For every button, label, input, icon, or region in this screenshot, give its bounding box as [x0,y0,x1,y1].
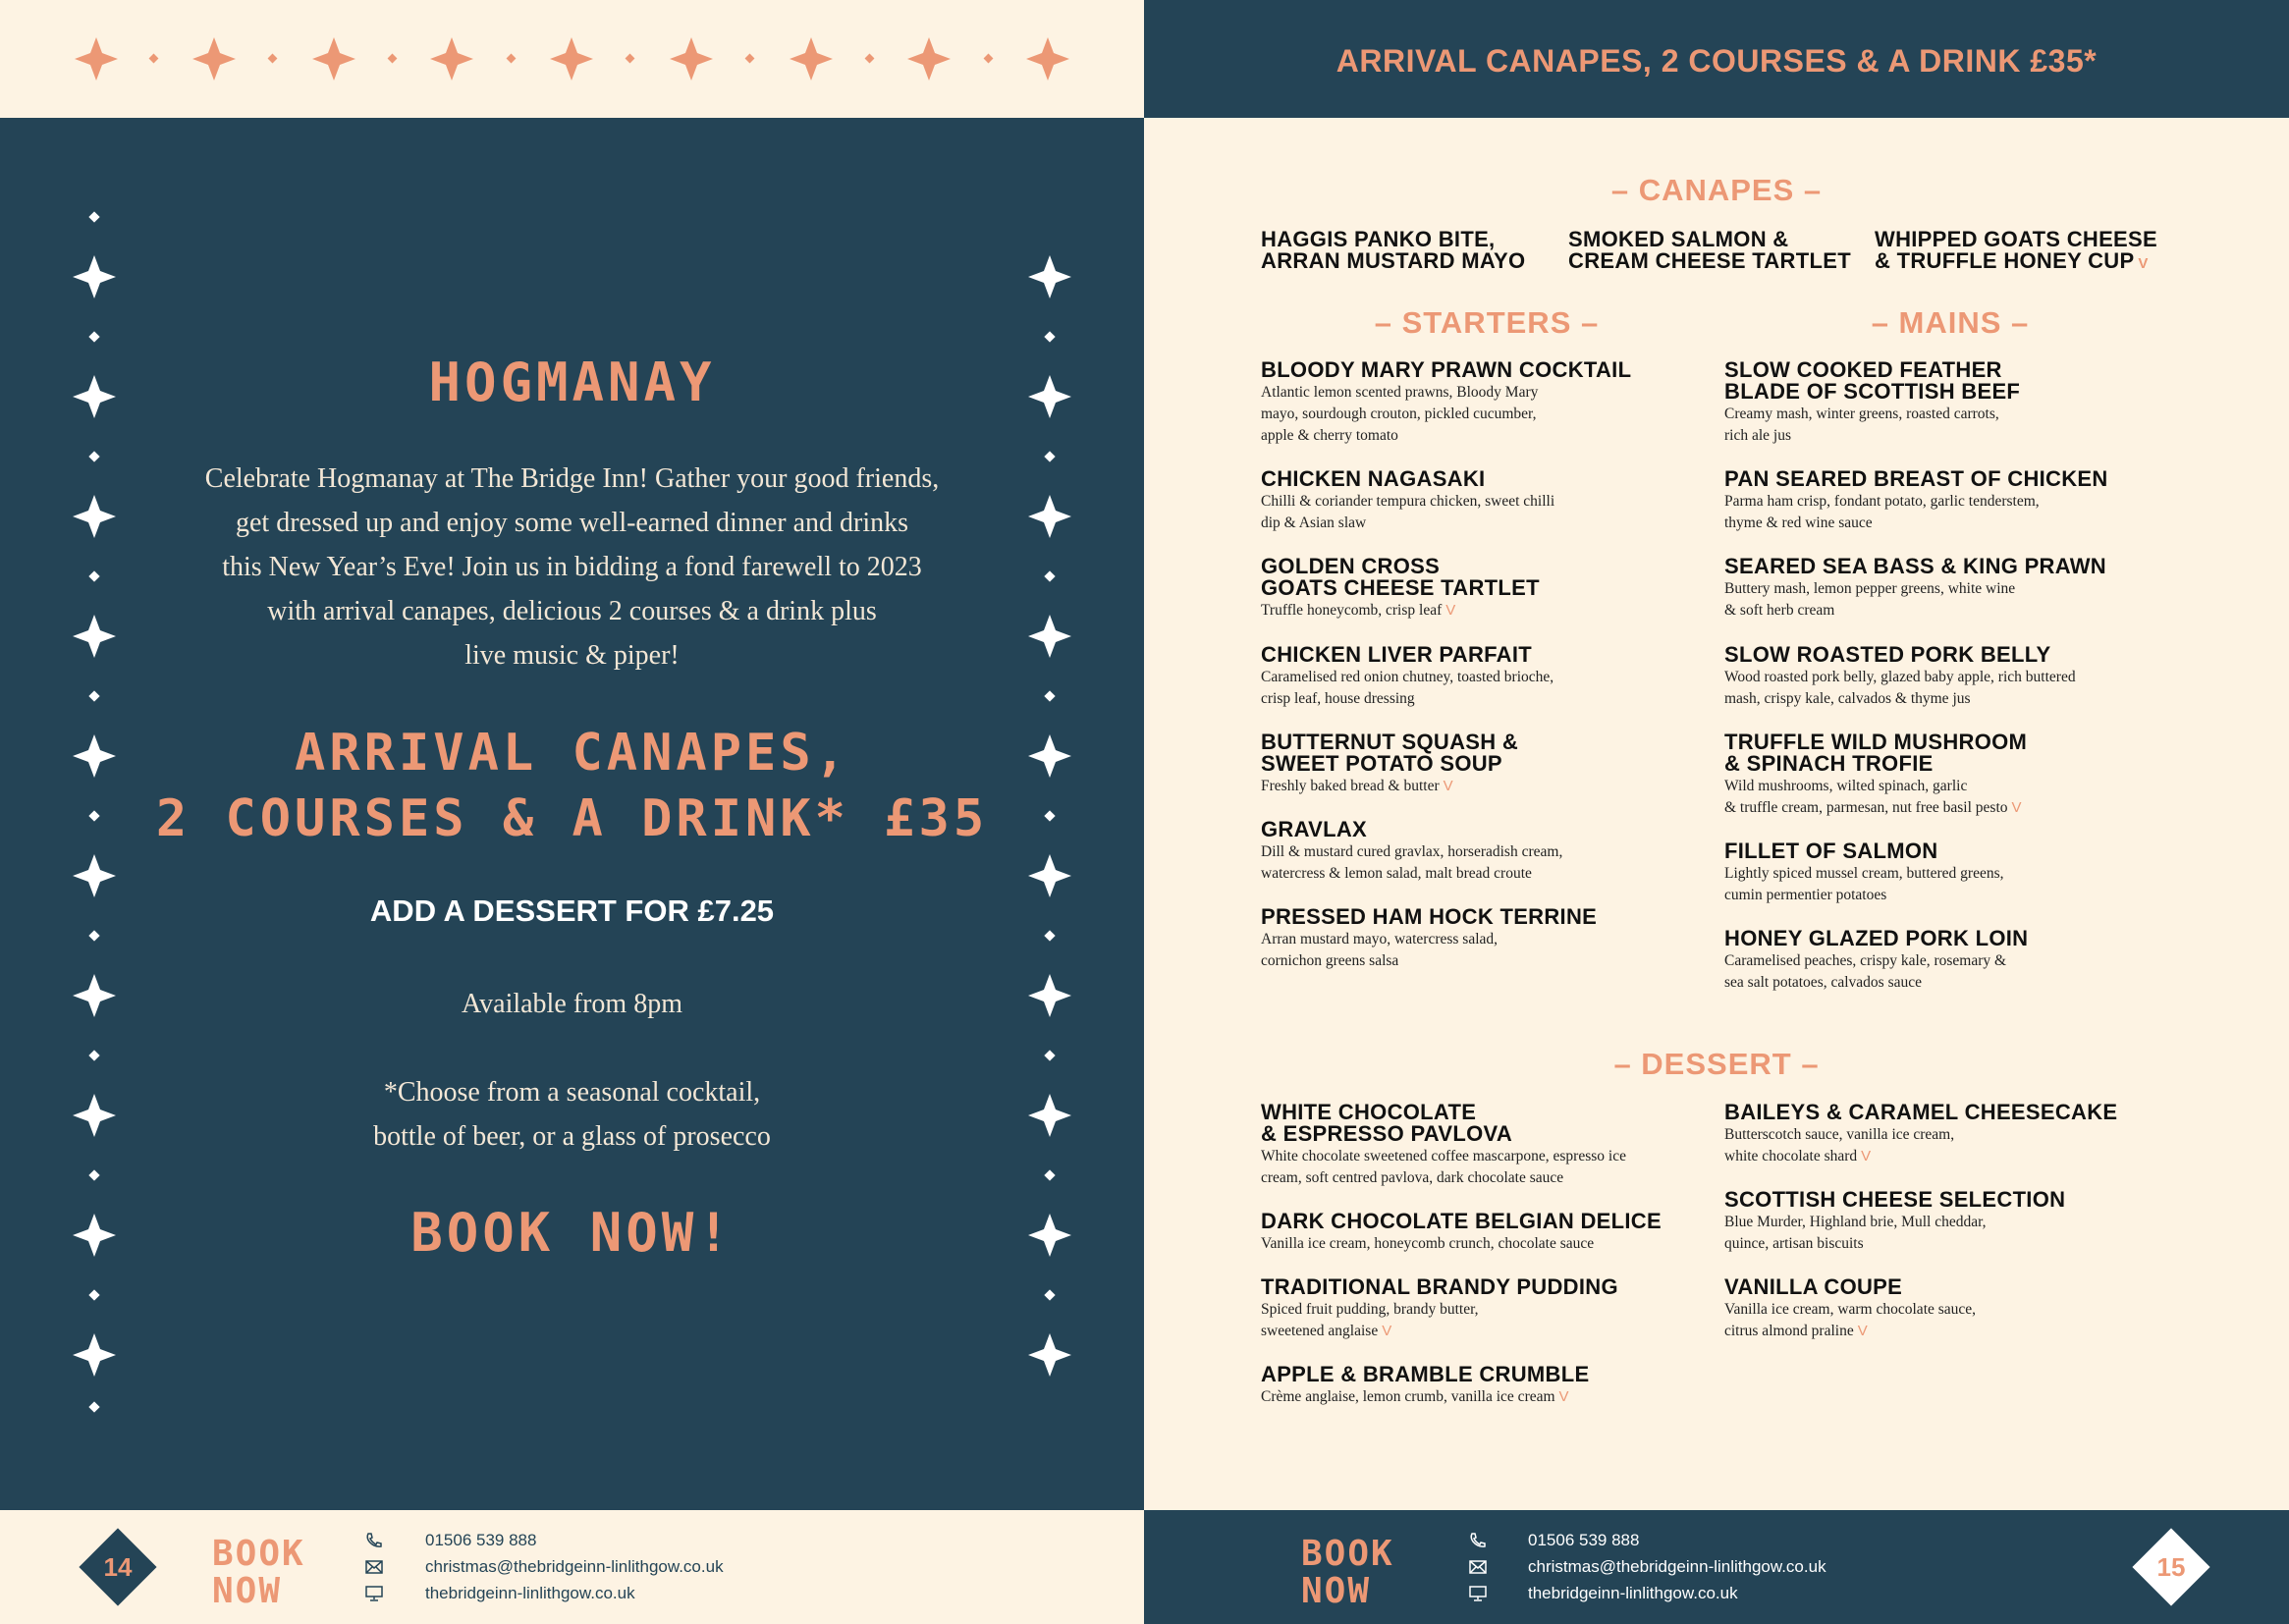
footer-phone[interactable]: 01506 539 888 [425,1531,537,1549]
drink-note-line: bottle of beer, or a glass of prosecco [373,1121,771,1152]
dot-icon [88,810,99,821]
item-description: Wild mushrooms, wilted spinach, garlic [1724,778,1968,794]
item-name: BAILEYS & CARAMEL CHEESECAKE [1724,1100,2118,1124]
footer-website[interactable]: thebridgeinn-linlithgow.co.uk [1528,1584,1738,1602]
item-description: Atlantic lemon scented prawns, Bloody Mary [1261,384,1539,401]
item-name: SCOTTISH CHEESE SELECTION [1724,1187,2066,1212]
footer-book-now[interactable] [212,1536,305,1610]
item-name: & TRUFFLE HONEY CUP [1875,248,2135,273]
item-description: Vanilla ice cream, warm chocolate sauce, [1724,1301,1977,1318]
item-description: Truffle honeycomb, crisp leaf [1261,602,1443,619]
item-name: SWEET POTATO SOUP [1261,751,1502,776]
menu-item [1261,1102,1722,1189]
dot-icon [865,54,875,64]
item-description: sea salt potatoes, calvados sauce [1724,974,1922,991]
item-description: Blue Murder, Highland brie, Mull cheddar, [1724,1214,1987,1230]
star-icon [1028,375,1071,418]
item-description: Lightly spiced mussel cream, buttered greens, [1724,865,2004,882]
star-icon [1028,615,1071,658]
offer-line-2: 2 COURSES & A DRINK* £35 [155,789,989,848]
footer-book-line: BOOK [1301,1534,1394,1574]
dot-icon [88,451,99,461]
dot-icon [88,930,99,941]
book-now-cta[interactable]: BOOK NOW! [410,1202,734,1264]
intro-line: this New Year’s Eve! Join us in bidding a fond farewell to 2023 [222,552,922,582]
star-icon [73,1094,116,1137]
dot-icon [1044,570,1055,581]
star-icon [1028,734,1071,778]
item-description: Wood roasted pork belly, glazed baby apple, rich buttered [1724,669,2076,685]
item-description: apple & cherry tomato [1261,427,1398,444]
star-icon [192,37,236,81]
item-name: TRUFFLE WILD MUSHROOM [1724,730,2028,754]
envelope-icon [1468,1558,1488,1576]
vegetarian-badge: V [1445,602,1456,619]
item-name: DARK CHOCOLATE BELGIAN DELICE [1261,1209,1662,1233]
item-description: Spiced fruit pudding, brandy butter, [1261,1301,1479,1318]
menu-panel [1144,118,2289,1510]
menu-item [1724,556,2196,622]
item-name: WHITE CHOCOLATE [1261,1100,1477,1124]
item-description: Caramelised red onion chutney, toasted brioche, [1261,669,1554,685]
star-icon [73,1333,116,1377]
star-icon [1028,1214,1071,1257]
menu-item [1261,644,1693,710]
menu-item [1261,1211,1722,1255]
footer-email[interactable]: christmas@thebridgeinn-linlithgow.co.uk [1528,1557,1826,1576]
dot-icon [745,54,755,64]
menu-item [1724,359,2196,447]
vegetarian-badge: V [2011,799,2022,816]
drink-note-line: *Choose from a seasonal cocktail, [383,1077,761,1108]
left-footer [0,1510,1144,1624]
dot-icon [88,690,99,701]
star-icon [73,734,116,778]
star-icon [1026,37,1069,81]
drink-note [147,1070,997,1159]
footer-website[interactable]: thebridgeinn-linlithgow.co.uk [425,1584,635,1602]
dot-icon [388,54,398,64]
item-description: Caramelised peaches, crispy kale, rosemary & [1724,952,2007,969]
canape-item [1261,229,1555,272]
item-description: Chilli & coriander tempura chicken, sweet chilli [1261,493,1555,510]
dot-icon [1044,930,1055,941]
item-name: & ESPRESSO PAVLOVA [1261,1121,1513,1146]
item-name: BUTTERNUT SQUASH & [1261,730,1519,754]
item-description: watercress & lemon salad, malt bread croute [1261,865,1532,882]
star-icon [73,974,116,1017]
item-name: GRAVLAX [1261,817,1368,841]
menu-item [1724,840,2196,906]
item-description: mayo, sourdough crouton, pickled cucumber, [1261,406,1537,422]
dot-icon [1044,690,1055,701]
right-top-banner [1144,0,2289,118]
item-name: GOLDEN CROSS [1261,554,1441,578]
star-icon [1028,1094,1071,1137]
dot-icon [626,54,635,64]
star-icon [73,255,116,298]
star-border-top [0,0,1144,118]
intro-text [147,457,997,677]
star-icon [1028,255,1071,298]
dessert-addon: ADD A DESSERT FOR £7.25 [369,893,775,928]
intro-line: live music & piper! [464,640,680,671]
menu-item [1724,1276,2196,1342]
star-icon [73,1214,116,1257]
menu-item [1724,928,2196,994]
item-name: CHICKEN NAGASAKI [1261,466,1486,491]
hogmanay-panel [0,118,1144,1510]
item-description: Creamy mash, winter greens, roasted carrots, [1724,406,1999,422]
item-description: Crème anglaise, lemon crumb, vanilla ice cream [1261,1388,1555,1405]
menu-item [1261,556,1693,622]
intro-line: with arrival canapes, delicious 2 courses & a drink plus [267,596,877,626]
item-name: CREAM CHEESE TARTLET [1568,248,1851,273]
item-description: quince, artisan biscuits [1724,1235,1864,1252]
footer-book-line: BOOK [212,1534,305,1574]
item-name: SEARED SEA BASS & KING PRAWN [1724,554,2106,578]
menu-item [1724,644,2196,710]
dessert-title: – DESSERT – [1613,1047,1820,1081]
item-name: WHIPPED GOATS CHEESE [1875,227,2157,251]
page-title: HOGMANAY [428,352,716,413]
menu-item [1261,819,1693,885]
item-name: CHICKEN LIVER PARFAIT [1261,642,1533,667]
item-description: Dill & mustard cured gravlax, horseradish cream, [1261,843,1563,860]
item-description: cream, soft centred pavlova, dark chocolate sauce [1261,1169,1564,1186]
intro-line: Celebrate Hogmanay at The Bridge Inn! Gather your good friends, [204,463,940,494]
footer-book-line: NOW [1301,1571,1372,1611]
star-icon [75,37,118,81]
page-number: 14 [103,1552,133,1582]
item-description: dip & Asian slaw [1261,514,1367,531]
item-description: Parma ham crisp, fondant potato, garlic tenderstem, [1724,493,2040,510]
menu-item [1724,1102,2196,1167]
star-icon [312,37,355,81]
phone-icon [364,1532,384,1549]
item-description: citrus almond praline [1724,1323,1854,1339]
item-description: Buttery mash, lemon pepper greens, white wine [1724,580,2016,597]
item-name: HAGGIS PANKO BITE, [1261,227,1496,251]
item-description: rich ale jus [1724,427,1792,444]
item-description: thyme & red wine sauce [1724,514,1873,531]
star-icon [73,495,116,538]
offer-banner: ARRIVAL CANAPES, 2 COURSES & A DRINK £35* [1335,43,2098,79]
menu-item [1261,468,1693,534]
item-name: FILLET OF SALMON [1724,839,1938,863]
star-icon [73,854,116,897]
monitor-icon [1468,1585,1488,1602]
canape-item [1568,229,1863,272]
item-name: GOATS CHEESE TARTLET [1261,575,1540,600]
menu-item [1724,468,2196,534]
menu-item [1261,1276,1722,1342]
envelope-icon [364,1558,384,1576]
item-name: SMOKED SALMON & [1568,227,1789,251]
menu-item [1261,906,1693,972]
item-name: PAN SEARED BREAST OF CHICKEN [1724,466,2108,491]
footer-email[interactable]: christmas@thebridgeinn-linlithgow.co.uk [425,1557,724,1576]
menu-item [1261,1364,1722,1408]
dot-icon [507,54,517,64]
item-name: PRESSED HAM HOCK TERRINE [1261,904,1598,929]
star-icon [1028,854,1071,897]
dot-icon [268,54,278,64]
vegetarian-badge: V [1558,1388,1569,1405]
vegetarian-badge: V [1857,1323,1868,1339]
star-icon [550,37,593,81]
monitor-icon [364,1585,384,1602]
item-description: sweetened anglaise [1261,1323,1379,1339]
canape-item [1875,229,2169,275]
left-top-border [0,0,1144,118]
item-description: Butterscotch sauce, vanilla ice cream, [1724,1126,1955,1143]
star-icon [73,375,116,418]
offer-heading [147,721,997,852]
phone-icon [1468,1532,1488,1549]
dot-icon [88,1289,99,1300]
dot-icon [1044,1050,1055,1060]
dot-icon [1044,810,1055,821]
offer-line-1: ARRIVAL CANAPES, [295,724,849,783]
item-description: White chocolate sweetened coffee mascarpone, espresso ice [1261,1148,1626,1164]
item-description: Vanilla ice cream, honeycomb crunch, chocolate sauce [1261,1235,1595,1252]
dot-icon [88,570,99,581]
star-icon [670,37,713,81]
item-name: HONEY GLAZED PORK LOIN [1724,926,2029,950]
mains-title: – MAINS – [1871,305,2030,340]
item-description: mash, crispy kale, calvados & thyme jus [1724,690,1971,707]
item-description: & truffle cream, parmesan, nut free basil pesto [1724,799,2008,816]
menu-item [1261,359,1693,447]
starters-title: – STARTERS – [1374,305,1600,340]
vegetarian-badge: V [2138,255,2149,272]
menu-item [1724,731,2196,819]
vegetarian-badge: V [1382,1323,1392,1339]
item-name: BLADE OF SCOTTISH BEEF [1724,379,2021,404]
item-description: Freshly baked bread & butter [1261,778,1440,794]
vegetarian-badge: V [1443,778,1453,794]
footer-book-now[interactable] [1301,1536,1394,1610]
star-icon [73,615,116,658]
footer-book-line: NOW [212,1571,283,1611]
item-name: BLOODY MARY PRAWN COCKTAIL [1261,357,1632,382]
dot-icon [1044,331,1055,342]
canapes-title: – CANAPES – [1610,173,1823,207]
item-name: TRADITIONAL BRANDY PUDDING [1261,1274,1618,1299]
right-footer [1144,1510,2289,1624]
vegetarian-badge: V [1861,1148,1872,1164]
star-icon [790,37,833,81]
star-icon [430,37,473,81]
star-icon [1028,974,1071,1017]
star-icon [1028,1333,1071,1377]
dot-icon [1044,451,1055,461]
dot-icon [88,1401,99,1412]
dot-icon [88,331,99,342]
item-description: cornichon greens salsa [1261,952,1399,969]
item-name: SLOW COOKED FEATHER [1724,357,2002,382]
item-name: VANILLA COUPE [1724,1274,1903,1299]
availability: Available from 8pm [462,989,682,1019]
item-name: SLOW ROASTED PORK BELLY [1724,642,2051,667]
menu-item [1724,1189,2196,1255]
item-description: & soft herb cream [1724,602,1835,619]
dot-icon [1044,1289,1055,1300]
menu-item [1261,731,1693,797]
dot-icon [88,1169,99,1180]
item-description: cumin permentier potatoes [1724,887,1887,903]
dot-icon [149,54,159,64]
star-icon [907,37,951,81]
footer-phone[interactable]: 01506 539 888 [1528,1531,1640,1549]
item-name: APPLE & BRAMBLE CRUMBLE [1261,1362,1590,1386]
dot-icon [88,211,99,222]
item-description: Arran mustard mayo, watercress salad, [1261,931,1499,947]
item-description: white chocolate shard [1724,1148,1858,1164]
item-name: ARRAN MUSTARD MAYO [1261,248,1526,273]
star-icon [1028,495,1071,538]
dot-icon [88,1050,99,1060]
item-description: crisp leaf, house dressing [1261,690,1415,707]
page-number: 15 [2156,1552,2186,1582]
dot-icon [984,54,994,64]
dot-icon [1044,1169,1055,1180]
item-name: & SPINACH TROFIE [1724,751,1934,776]
intro-line: get dressed up and enjoy some well-earned dinner and drinks [235,508,908,538]
